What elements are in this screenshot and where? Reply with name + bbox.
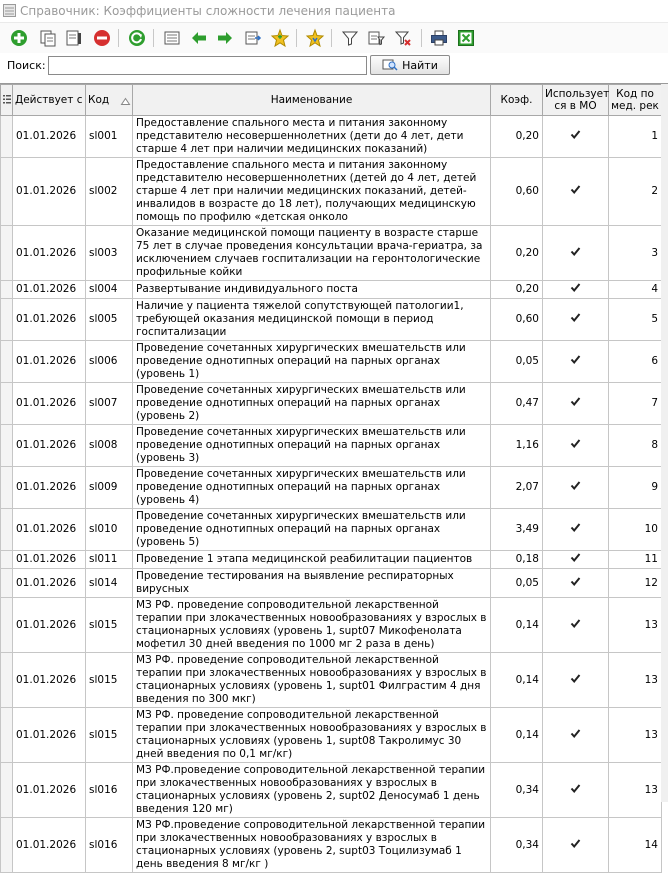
used-checkbox[interactable] <box>570 783 581 794</box>
row-selector[interactable] <box>1 116 13 158</box>
cell-coef: 0,05 <box>491 341 543 383</box>
row-selector[interactable] <box>1 226 13 281</box>
cell-name: Наличие у пациента тяжелой сопутствующей патологии1, требующей оказания медицинской помощи в период госпитализации <box>133 299 491 341</box>
cell-used-in-mo[interactable] <box>543 299 609 341</box>
used-checkbox[interactable] <box>570 838 581 849</box>
used-checkbox[interactable] <box>570 396 581 407</box>
cell-code: sl009 <box>86 467 133 509</box>
search-input[interactable] <box>48 56 367 75</box>
cell-start-date: 01.01.2026 <box>13 818 86 873</box>
row-selector[interactable] <box>1 509 13 551</box>
cell-code: sl016 <box>86 818 133 873</box>
cell-coef: 0,60 <box>491 299 543 341</box>
table-row[interactable] <box>1 598 662 653</box>
cell-used-in-mo[interactable] <box>543 653 609 708</box>
row-selector[interactable] <box>1 299 13 341</box>
toolbar-separator <box>421 29 422 47</box>
cell-name: МЗ РФ.проведение сопроводительной лекарственной терапии при злокачественных новообразованиях у взрослых в стационарных условиях (уровень 2, supt02 Деносумаб 1 день введения 120 мг) <box>133 763 491 818</box>
cell-start-date: 01.01.2026 <box>13 509 86 551</box>
cell-start-date: 01.01.2026 <box>13 763 86 818</box>
used-checkbox[interactable] <box>570 576 581 587</box>
row-selector[interactable] <box>1 383 13 425</box>
copy-icon[interactable] <box>38 28 58 48</box>
cell-name: МЗ РФ.проведение сопроводительной лекарственной терапии при злокачественных новообразованиях у взрослых в стационарных условиях (уровень 2, supt03 Тоцилизумаб 1 день введения 8 мг/кг ) <box>133 818 491 873</box>
cell-name: МЗ РФ. проведение сопроводительной лекарственной терапии при злокачественных новообразованиях у взрослых в стационарных условиях (уровень 1, supt07 Микофенолата мофетил 30 дней введения по 1000 мг 2 раза в день) <box>133 598 491 653</box>
cell-name: Проведение 1 этапа медицинской реабилитации пациентов <box>133 551 491 569</box>
cell-start-date: 01.01.2026 <box>13 551 86 569</box>
used-checkbox[interactable] <box>570 522 581 533</box>
cell-coef: 0,14 <box>491 653 543 708</box>
row-selector[interactable] <box>1 551 13 569</box>
cell-code: sl016 <box>86 763 133 818</box>
row-selector[interactable] <box>1 818 13 873</box>
cell-coef: 3,49 <box>491 509 543 551</box>
table-row[interactable] <box>1 708 662 763</box>
filter-icon[interactable] <box>340 28 360 48</box>
table-row[interactable] <box>1 551 662 569</box>
search-row <box>0 53 668 80</box>
cell-coef: 0,34 <box>491 818 543 873</box>
cell-coef: 0,20 <box>491 281 543 299</box>
used-checkbox[interactable] <box>570 728 581 739</box>
cell-coef: 1,16 <box>491 425 543 467</box>
table-row[interactable] <box>1 158 662 226</box>
used-checkbox[interactable] <box>570 438 581 449</box>
cell-code-med: 5 <box>609 299 662 341</box>
cell-code-med: 13 <box>609 763 662 818</box>
cell-code-med: 1 <box>609 116 662 158</box>
toolbar <box>0 23 668 53</box>
excel-icon[interactable] <box>456 28 476 48</box>
row-selector[interactable] <box>1 569 13 598</box>
table-row[interactable] <box>1 116 662 158</box>
column-header-used[interactable]: Использует ся в МО <box>543 85 609 116</box>
cell-start-date: 01.01.2026 <box>13 158 86 226</box>
cell-code-med: 10 <box>609 509 662 551</box>
cell-name: Проведение тестирования на выявление респираторных вирусных <box>133 569 491 598</box>
cell-code: sl010 <box>86 509 133 551</box>
cell-name: Предоставление спального места и питания законному представителю несовершеннолетних (дети до 4 лет, дети старше 4 лет при наличии медицинских показаний) <box>133 116 491 158</box>
cell-code-med: 2 <box>609 158 662 226</box>
table-row[interactable] <box>1 226 662 281</box>
used-checkbox[interactable] <box>570 129 581 140</box>
cell-used-in-mo[interactable] <box>543 467 609 509</box>
cell-code: sl003 <box>86 226 133 281</box>
cell-code-med: 8 <box>609 425 662 467</box>
cell-code-med: 4 <box>609 281 662 299</box>
column-header-start[interactable]: Действует с <box>13 85 86 116</box>
cell-coef: 0,34 <box>491 763 543 818</box>
cell-coef: 0,05 <box>491 569 543 598</box>
row-selector[interactable] <box>1 708 13 763</box>
search-label: Поиск: <box>7 59 46 72</box>
cell-start-date: 01.01.2026 <box>13 467 86 509</box>
table-row[interactable] <box>1 653 662 708</box>
cell-code: sl015 <box>86 598 133 653</box>
used-checkbox[interactable] <box>570 282 581 293</box>
cell-coef: 0,14 <box>491 598 543 653</box>
find-icon <box>382 58 398 72</box>
row-selector[interactable] <box>1 598 13 653</box>
row-selector[interactable] <box>1 763 13 818</box>
used-checkbox[interactable] <box>570 312 581 323</box>
cell-used-in-mo[interactable] <box>543 569 609 598</box>
cell-coef: 0,14 <box>491 708 543 763</box>
row-selector[interactable] <box>1 653 13 708</box>
cell-used-in-mo[interactable] <box>543 598 609 653</box>
cell-start-date: 01.01.2026 <box>13 299 86 341</box>
column-header-coef[interactable]: Коэф. <box>491 85 543 116</box>
cell-start-date: 01.01.2026 <box>13 383 86 425</box>
find-button-label: Найти <box>402 58 438 72</box>
table-row[interactable] <box>1 383 662 425</box>
row-selector[interactable] <box>1 425 13 467</box>
cell-code: sl015 <box>86 708 133 763</box>
cell-name: Проведение сочетанных хирургических вмешательств или проведение однотипных операций на парных органах (уровень 3) <box>133 425 491 467</box>
cell-name: МЗ РФ. проведение сопроводительной лекарственной терапии при злокачественных новообразованиях у взрослых в стационарных условиях (уровень 1, supt08 Такролимус 30 дней введения по 0,1 мг/кг) <box>133 708 491 763</box>
cell-used-in-mo[interactable] <box>543 383 609 425</box>
cell-code: sl007 <box>86 383 133 425</box>
cell-start-date: 01.01.2026 <box>13 598 86 653</box>
favorite-add-icon[interactable] <box>270 28 290 48</box>
cell-used-in-mo[interactable] <box>543 818 609 873</box>
row-selector[interactable] <box>1 341 13 383</box>
cell-used-in-mo[interactable] <box>543 281 609 299</box>
cell-code: sl006 <box>86 341 133 383</box>
toolbar-separator <box>331 29 332 47</box>
cell-coef: 2,07 <box>491 467 543 509</box>
add-icon[interactable] <box>9 28 29 48</box>
cell-used-in-mo[interactable] <box>543 341 609 383</box>
used-checkbox[interactable] <box>570 673 581 684</box>
cell-start-date: 01.01.2026 <box>13 116 86 158</box>
favorite-icon[interactable] <box>305 28 325 48</box>
cell-code: sl011 <box>86 551 133 569</box>
table-row[interactable] <box>1 281 662 299</box>
cell-used-in-mo[interactable] <box>543 116 609 158</box>
cell-code-med: 14 <box>609 818 662 873</box>
view-icon[interactable] <box>162 28 182 48</box>
cell-used-in-mo[interactable] <box>543 226 609 281</box>
row-selector[interactable] <box>1 158 13 226</box>
cell-coef: 0,18 <box>491 551 543 569</box>
arrow-left-icon[interactable] <box>189 28 209 48</box>
app-icon <box>3 4 16 17</box>
cell-name: Оказание медицинской помощи пациенту в возрасте старше 75 лет в случае проведения консультации врача-гериатра, за исключением случаев госпитализации на геронтологические профильные койки <box>133 226 491 281</box>
data-grid <box>0 83 668 870</box>
print-icon[interactable] <box>429 28 449 48</box>
cell-code-med: 7 <box>609 383 662 425</box>
delete-icon[interactable] <box>92 28 112 48</box>
cell-coef: 0,20 <box>491 226 543 281</box>
used-checkbox[interactable] <box>570 184 581 195</box>
column-header-code[interactable] <box>86 85 133 116</box>
table-row[interactable] <box>1 818 662 873</box>
window-title: Справочник: Коэффициенты сложности лечения пациента <box>20 4 396 18</box>
cell-code: sl001 <box>86 116 133 158</box>
cell-name: Проведение сочетанных хирургических вмешательств или проведение однотипных операций на парных органах (уровень 1) <box>133 341 491 383</box>
table-row[interactable] <box>1 299 662 341</box>
cell-name: Развертывание индивидуального поста <box>133 281 491 299</box>
cell-used-in-mo[interactable] <box>543 763 609 818</box>
toolbar-separator <box>118 29 119 47</box>
cell-used-in-mo[interactable] <box>543 158 609 226</box>
filter-clear-icon[interactable] <box>393 28 413 48</box>
table-row[interactable] <box>1 425 662 467</box>
cell-code-med: 6 <box>609 341 662 383</box>
sort-ascending-icon <box>121 98 130 105</box>
cell-start-date: 01.01.2026 <box>13 226 86 281</box>
cell-code-med: 13 <box>609 653 662 708</box>
cell-used-in-mo[interactable] <box>543 708 609 763</box>
filter-edit-icon[interactable] <box>366 28 386 48</box>
table-header <box>1 85 662 116</box>
toolbar-separator <box>296 29 297 47</box>
toolbar-separator <box>153 29 154 47</box>
cell-start-date: 01.01.2026 <box>13 281 86 299</box>
table-row[interactable] <box>1 509 662 551</box>
window-titlebar <box>0 0 668 23</box>
row-selector[interactable] <box>1 281 13 299</box>
cell-code: sl002 <box>86 158 133 226</box>
refresh-icon[interactable] <box>127 28 147 48</box>
used-checkbox[interactable] <box>570 246 581 257</box>
cell-code: sl005 <box>86 299 133 341</box>
used-checkbox[interactable] <box>570 354 581 365</box>
column-header-code-med[interactable]: Код по мед. рек <box>609 85 662 116</box>
used-checkbox[interactable] <box>570 480 581 491</box>
row-selector[interactable] <box>1 467 13 509</box>
cell-start-date: 01.01.2026 <box>13 341 86 383</box>
export-icon[interactable] <box>243 28 263 48</box>
table-row[interactable] <box>1 763 662 818</box>
cell-start-date: 01.01.2026 <box>13 708 86 763</box>
cell-name: Проведение сочетанных хирургических вмешательств или проведение однотипных операций на парных органах (уровень 2) <box>133 383 491 425</box>
cell-code: sl014 <box>86 569 133 598</box>
cell-used-in-mo[interactable] <box>543 551 609 569</box>
cell-start-date: 01.01.2026 <box>13 653 86 708</box>
coefficients-table <box>0 84 662 873</box>
cell-code-med: 12 <box>609 569 662 598</box>
cell-code-med: 13 <box>609 708 662 763</box>
table-row[interactable] <box>1 341 662 383</box>
table-row[interactable] <box>1 569 662 598</box>
used-checkbox[interactable] <box>570 552 581 563</box>
cell-code: sl015 <box>86 653 133 708</box>
cell-name: Проведение сочетанных хирургических вмешательств или проведение однотипных операций на парных органах (уровень 4) <box>133 467 491 509</box>
cell-code-med: 9 <box>609 467 662 509</box>
find-button[interactable] <box>370 55 450 75</box>
table-row[interactable] <box>1 467 662 509</box>
used-checkbox[interactable] <box>570 618 581 629</box>
cell-coef: 0,20 <box>491 116 543 158</box>
cell-used-in-mo[interactable] <box>543 425 609 467</box>
cell-name: Предоставление спального места и питания законному представителю несовершеннолетних (детей до 4 лет, детей старше 4 лет при наличии медицинских показаний, детей-инвалидов в возрасте до 18 лет), получающих медицинскую помощь по профилю «детская онколо <box>133 158 491 226</box>
cell-code-med: 13 <box>609 598 662 653</box>
vertical-scrollbar[interactable] <box>661 84 668 802</box>
arrow-right-icon[interactable] <box>215 28 235 48</box>
cell-code: sl004 <box>86 281 133 299</box>
cell-coef: 0,60 <box>491 158 543 226</box>
cell-code: sl008 <box>86 425 133 467</box>
column-header-code-label: Код <box>88 94 110 106</box>
cell-used-in-mo[interactable] <box>543 509 609 551</box>
cell-start-date: 01.01.2026 <box>13 425 86 467</box>
cell-code-med: 3 <box>609 226 662 281</box>
cell-start-date: 01.01.2026 <box>13 569 86 598</box>
cell-name: Проведение сочетанных хирургических вмешательств или проведение однотипных операций на парных органах (уровень 5) <box>133 509 491 551</box>
row-selector-header[interactable] <box>1 85 13 116</box>
cell-name: МЗ РФ. проведение сопроводительной лекарственной терапии при злокачественных новообразованиях у взрослых в стационарных условиях (уровень 1, supt01 Филграстим 4 дня введения по 300 мкг) <box>133 653 491 708</box>
column-header-name[interactable]: Наименование <box>133 85 491 116</box>
edit-icon[interactable] <box>64 28 84 48</box>
cell-code-med: 11 <box>609 551 662 569</box>
cell-coef: 0,47 <box>491 383 543 425</box>
